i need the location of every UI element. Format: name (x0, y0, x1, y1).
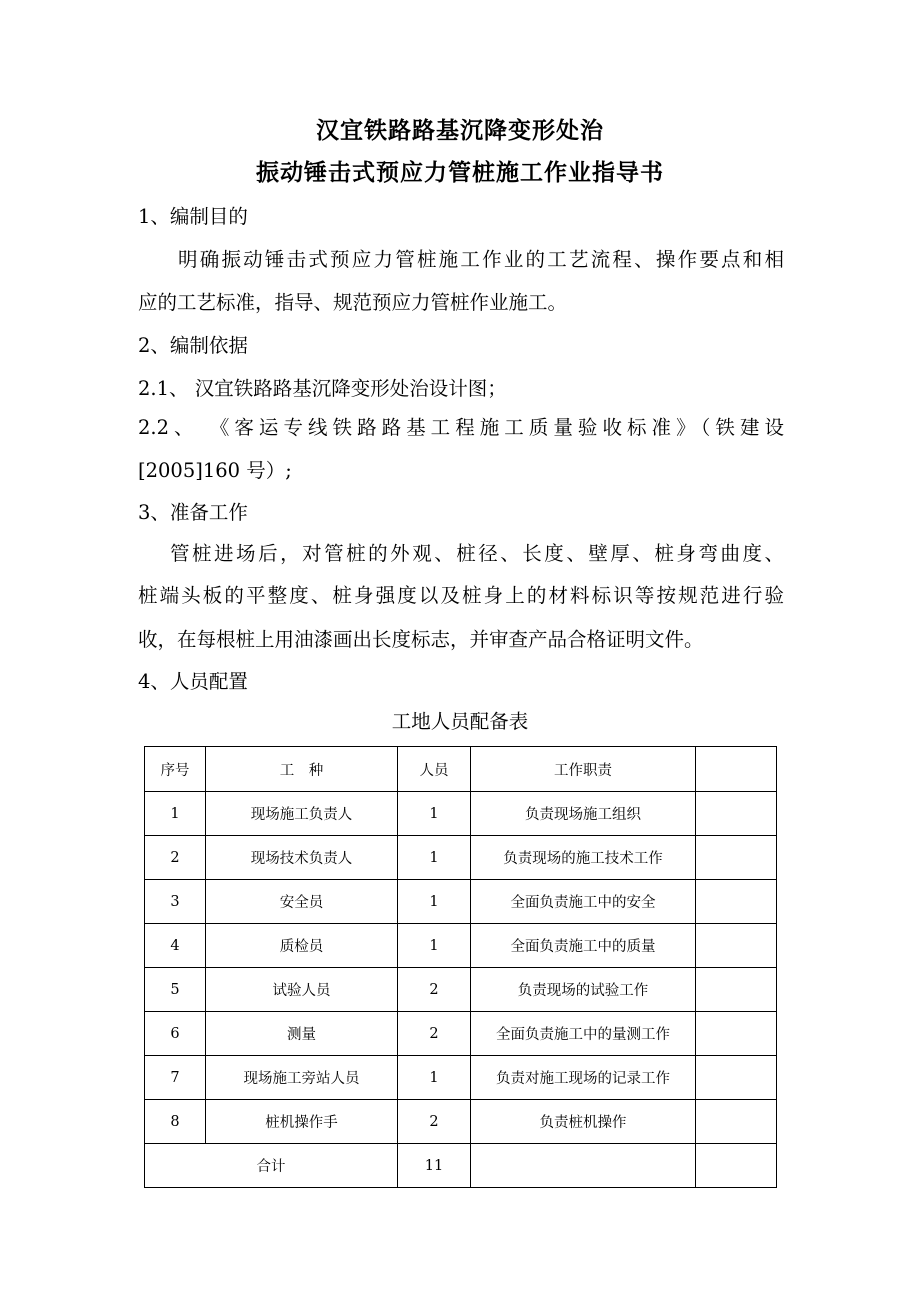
cell-note (696, 880, 777, 924)
table-header-row (145, 747, 777, 792)
cell-count: 1 (398, 924, 471, 968)
table-row (145, 880, 777, 924)
section-1-line-2: 应的工艺标准，指导、规范预应力管桩作业施工。 (138, 291, 568, 314)
cell-seq: 8 (145, 1100, 206, 1144)
cell-seq: 6 (145, 1012, 206, 1056)
cell-duty: 负责对施工现场的记录工作 (471, 1056, 696, 1100)
cell-seq: 2 (145, 836, 206, 880)
cell-type: 试验人员 (206, 968, 398, 1012)
cell-note (696, 1056, 777, 1100)
header-note (696, 747, 777, 792)
total-label: 合计 (145, 1144, 398, 1188)
total-count: 11 (398, 1144, 471, 1188)
cell-seq: 3 (145, 880, 206, 924)
cell-note (696, 792, 777, 836)
cell-note (696, 836, 777, 880)
table-row (145, 836, 777, 880)
cell-count: 2 (398, 1012, 471, 1056)
table-row (145, 792, 777, 836)
section-2-item-2-line-2: [2005]160 号）; (138, 459, 292, 482)
table-row (145, 924, 777, 968)
cell-duty: 全面负责施工中的量测工作 (471, 1012, 696, 1056)
cell-duty: 负责现场施工组织 (471, 792, 696, 836)
header-count: 人员 (398, 747, 471, 792)
cell-duty: 负责现场的试验工作 (471, 968, 696, 1012)
section-1-heading: 1、编制目的 (138, 205, 248, 228)
cell-type: 现场施工负责人 (206, 792, 398, 836)
cell-count: 1 (398, 880, 471, 924)
cell-duty: 全面负责施工中的质量 (471, 924, 696, 968)
cell-type: 桩机操作手 (206, 1100, 398, 1144)
cell-note (696, 1100, 777, 1144)
table-row (145, 1012, 777, 1056)
cell-type: 现场施工旁站人员 (206, 1056, 398, 1100)
section-3-line-1: 管桩进场后，对管桩的外观、桩径、长度、壁厚、桩身弯曲度、 (170, 542, 784, 565)
cell-note (696, 1012, 777, 1056)
title-line-2: 振动锤击式预应力管桩施工作业指导书 (256, 160, 664, 186)
cell-type: 安全员 (206, 880, 398, 924)
cell-count: 1 (398, 836, 471, 880)
section-3-line-2: 桩端头板的平整度、桩身强度以及桩身上的材料标识等按规范进行验 (138, 584, 784, 607)
table-row (145, 1100, 777, 1144)
section-1-paragraph (138, 244, 784, 272)
cell-count: 2 (398, 1100, 471, 1144)
cell-duty: 负责现场的施工技术工作 (471, 836, 696, 880)
table-row (145, 1056, 777, 1100)
section-3-heading: 3、准备工作 (138, 501, 248, 524)
header-duty: 工作职责 (471, 747, 696, 792)
cell-count: 2 (398, 968, 471, 1012)
cell-type: 现场技术负责人 (206, 836, 398, 880)
table-row (145, 968, 777, 1012)
cell-note (696, 924, 777, 968)
cell-seq: 5 (145, 968, 206, 1012)
title-line-1: 汉宜铁路路基沉降变形处治 (316, 118, 604, 144)
cell-count: 1 (398, 1056, 471, 1100)
cell-seq: 1 (145, 792, 206, 836)
section-2-item-2 (138, 412, 784, 440)
section-3-line-3: 收，在每根桩上用油漆画出长度标志，并审查产品合格证明文件。 (138, 628, 704, 651)
table-caption: 工地人员配备表 (391, 710, 529, 733)
total-duty (471, 1144, 696, 1188)
section-2-item-2-line-1: 2.2、 《客运专线铁路路基工程施工质量验收标准》（铁建设 (138, 416, 784, 439)
header-type: 工 种 (206, 747, 398, 792)
cell-type: 测量 (206, 1012, 398, 1056)
table-total-row (145, 1144, 777, 1188)
section-3-paragraph (138, 538, 784, 566)
cell-duty: 全面负责施工中的安全 (471, 880, 696, 924)
cell-note (696, 968, 777, 1012)
staff-table (144, 746, 777, 1188)
cell-type: 质检员 (206, 924, 398, 968)
section-3-paragraph-cont (138, 580, 784, 608)
total-note (696, 1144, 777, 1188)
section-1-line-1: 明确振动锤击式预应力管桩施工作业的工艺流程、操作要点和相 (178, 248, 784, 271)
cell-count: 1 (398, 792, 471, 836)
header-seq: 序号 (145, 747, 206, 792)
section-2-heading: 2、编制依据 (138, 334, 248, 357)
section-4-heading: 4、人员配置 (138, 670, 248, 693)
cell-seq: 4 (145, 924, 206, 968)
section-2-item-1: 2.1、 汉宜铁路路基沉降变形处治设计图； (138, 377, 507, 400)
cell-seq: 7 (145, 1056, 206, 1100)
cell-duty: 负责桩机操作 (471, 1100, 696, 1144)
